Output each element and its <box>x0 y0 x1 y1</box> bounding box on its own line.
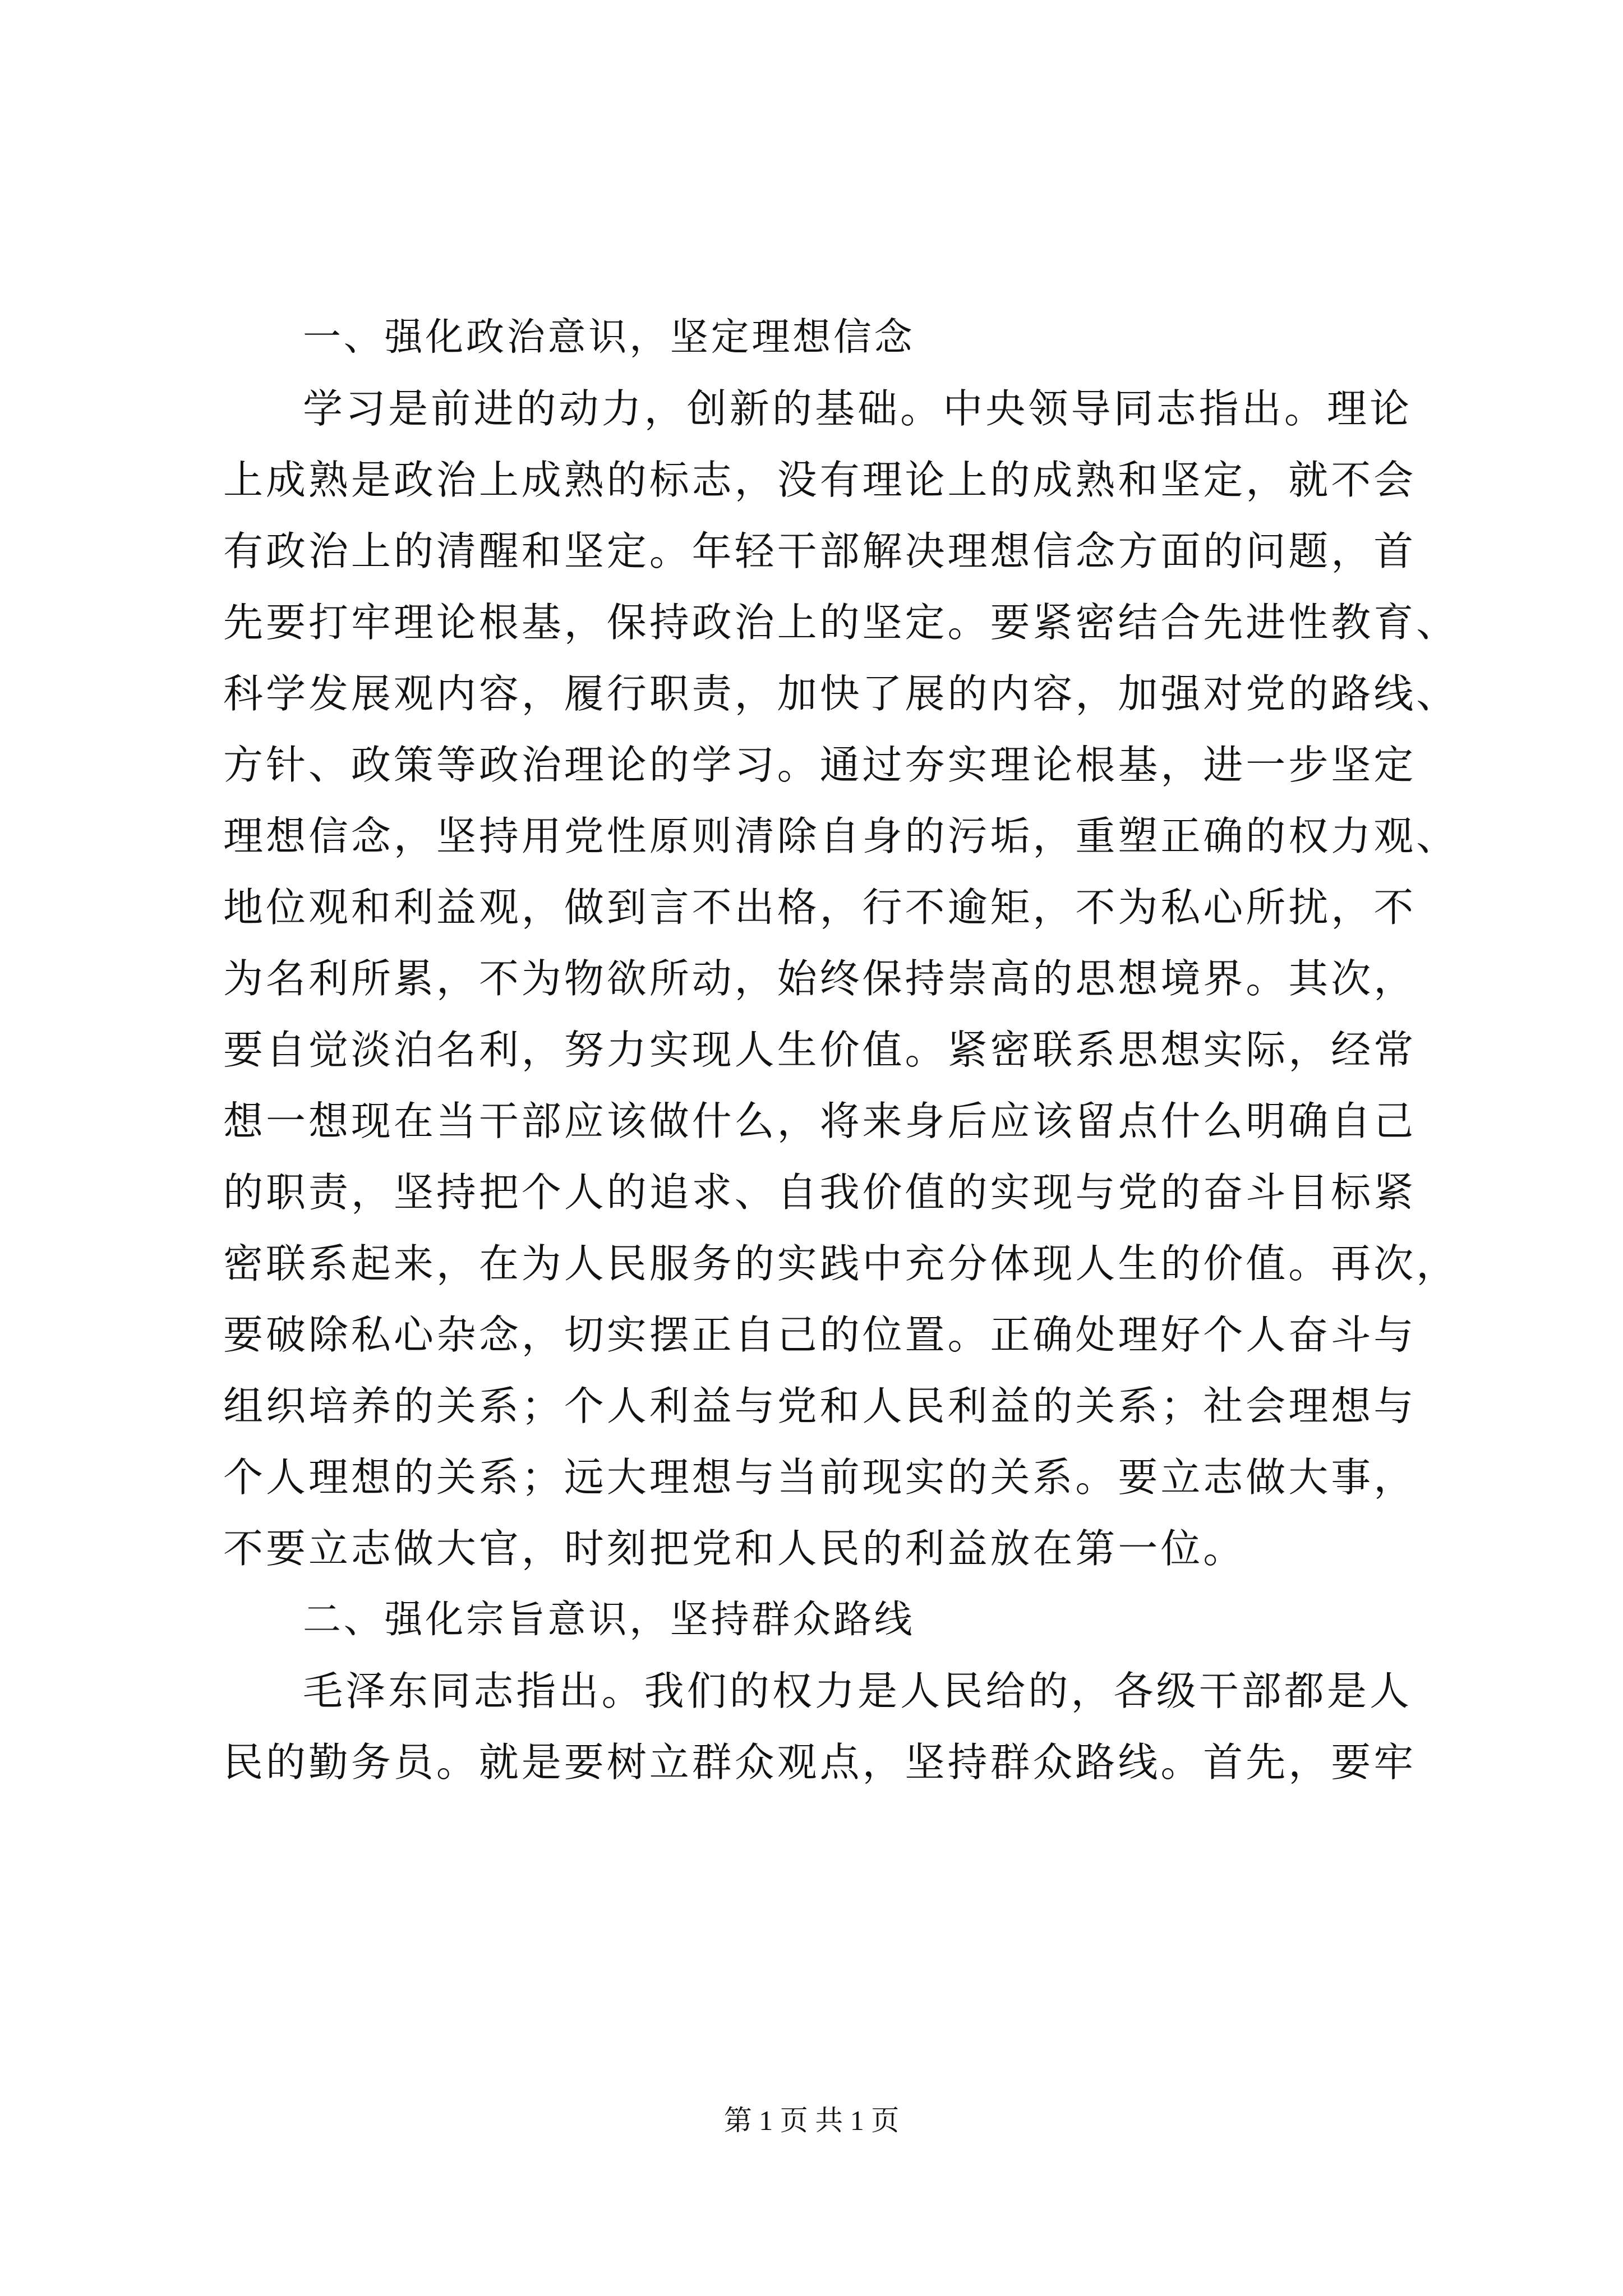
paragraph-line: 想一想现在当干部应该做什么，将来身后应该留点什么明确自己 <box>223 1098 1417 1144</box>
paragraph-line: 为名利所累，不为物欲所动，始终保持崇高的思想境界。其次， <box>223 955 1417 1002</box>
paragraph-line: 方针、政策等政治理论的学习。通过夯实理论根基，进一步坚定 <box>223 742 1417 788</box>
paragraph-line: 密联系起来，在为人民服务的实践中充分体现人生的价值。再次， <box>223 1240 1459 1287</box>
paragraph-line: 民的勤务员。就是要树立群众观点，坚持群众路线。首先，要牢 <box>223 1739 1417 1786</box>
paragraph-line-last: 不要立志做大官，时刻把党和人民的利益放在第一位。 <box>223 1525 1246 1572</box>
paragraph-line: 地位观和利益观，做到言不出格，行不逾矩，不为私心所扰，不 <box>223 884 1417 931</box>
paragraph-line: 有政治上的清醒和坚定。年轻干部解决理想信念方面的问题，首 <box>223 528 1417 574</box>
paragraph-line: 先要打牢理论根基，保持政治上的坚定。要紧密结合先进性教育、 <box>223 599 1459 646</box>
paragraph-line: 上成熟是政治上成熟的标志，没有理论上的成熟和坚定，就不会 <box>223 457 1417 503</box>
paragraph-line: 个人理想的关系；远大理想与当前现实的关系。要立志做大事， <box>223 1454 1417 1501</box>
paragraph-line: 科学发展观内容，履行职责，加快了展的内容，加强对党的路线、 <box>223 670 1459 717</box>
paragraph-line: 组织培养的关系；个人利益与党和人民利益的关系；社会理想与 <box>223 1383 1417 1429</box>
section-heading-1: 一、强化政治意识，坚定理想信念 <box>303 315 915 360</box>
paragraph-line: 要自觉淡泊名利，努力实现人生价值。紧密联系思想实际，经常 <box>223 1027 1417 1073</box>
paragraph-line: 毛泽东同志指出。我们的权力是人民给的，各级干部都是人 <box>303 1668 1412 1714</box>
paragraph-line: 的职责，坚持把个人的追求、自我价值的实现与党的奋斗目标紧 <box>223 1169 1417 1216</box>
document-body <box>223 302 1459 1798</box>
page-footer: 第 1 页 共 1 页 <box>723 2105 900 2136</box>
paragraph-line: 要破除私心杂念，切实摆正自己的位置。正确处理好个人奋斗与 <box>223 1312 1417 1358</box>
paragraph-line: 理想信念，坚持用党性原则清除自身的污垢，重塑正确的权力观、 <box>223 813 1459 859</box>
paragraph-line: 学习是前进的动力，创新的基础。中央领导同志指出。理论 <box>303 385 1412 432</box>
section-heading-2: 二、强化宗旨意识，坚持群众路线 <box>303 1598 915 1642</box>
